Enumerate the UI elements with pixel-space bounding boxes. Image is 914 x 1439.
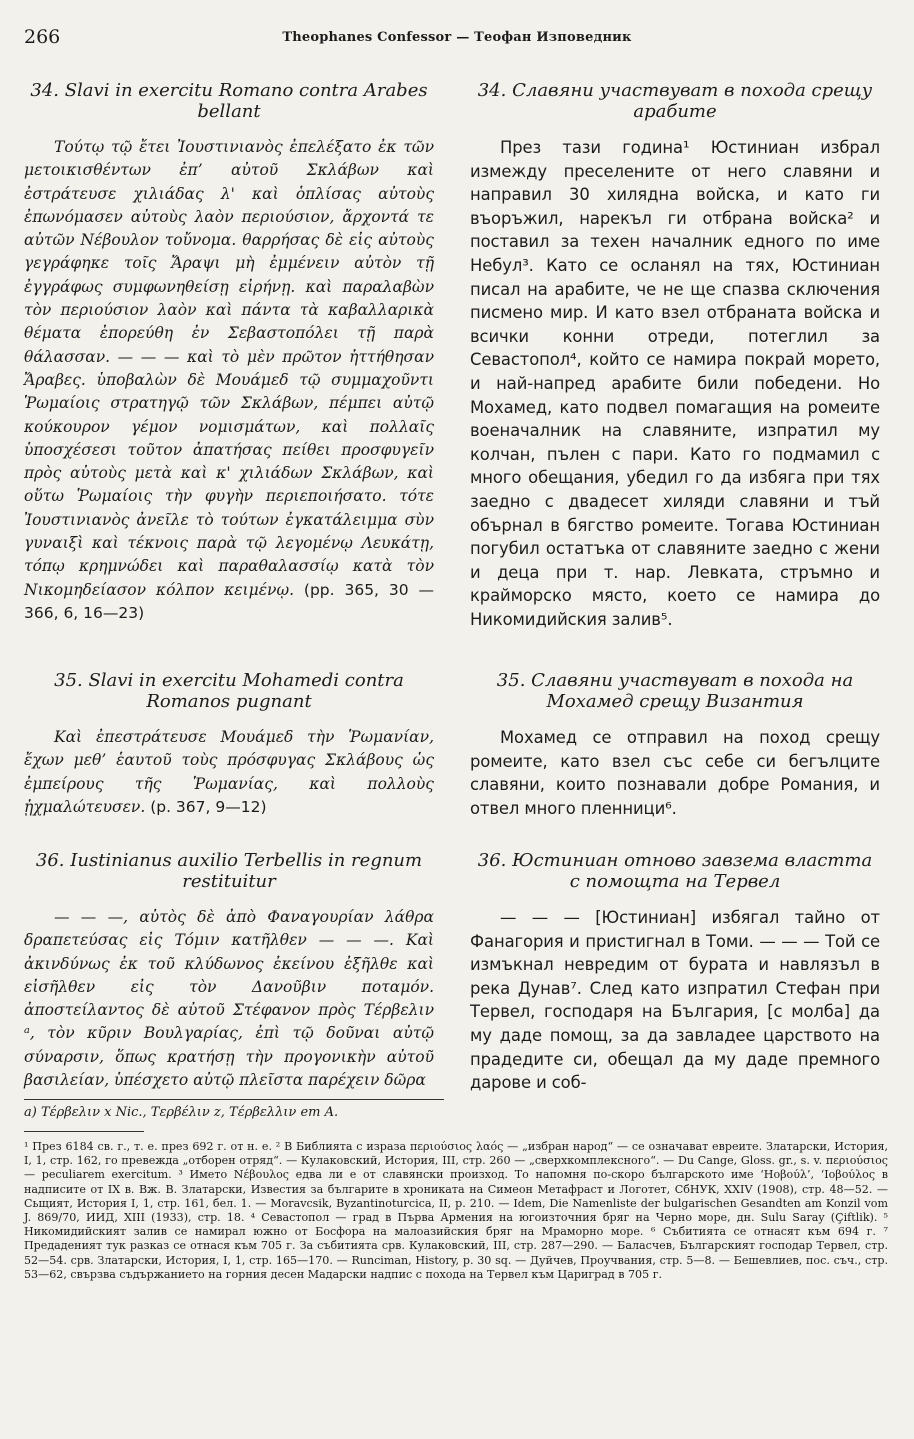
bulgarian-text: — — — [Юстиниан] избягал тайно от Фанагория и пристигнал в Томи. — — — Той се измъкнал невредим от бурата и навлязъл в река Дунав⁷. След като изпратил Стефан при Тервел, господаря на България, [с молба] да му даде помощ, за да завладее царството на прадедите си, обещал да му даде премного дарове и соб-	[470, 908, 880, 1093]
critical-apparatus: а) Τέρβελιν x Nic., Τερβέλιν z, Τέρβελλιν em A.	[24, 1105, 339, 1120]
section-heading-bulgarian: 34. Славяни участвуват в похода срещу арабите	[477, 80, 873, 122]
footnote-rule	[24, 1131, 144, 1132]
greek-passage: Τούτῳ τῷ ἔτει Ἰουστινιανὸς ἐπελέξατο ἐκ τῶν μετοικισθέντων ἐπ’ αὐτοῦ Σκλάβων καὶ ἐστράτευσε χιλιάδας λ' καὶ ὁπλίσας αὐτοὺς ἐπωνόμασεν αὐτοὺς λαὸν περιούσιον, ἄρχοντά τε αὐτῶν Νέβουλον τοὔνομα. θαρρήσας δὲ εἰς αὐτοὺς γεγράφηκε τοῖς Ἄραψι μὴ ἐμμένειν αὐτὸν τῇ ἐγγράφως συμφωνηθείσῃ εἰρήνῃ. καὶ παραλαβὼν τὸν περιούσιον λαὸν καὶ πάντα τὰ καβαλλαρικὰ θέματα ἐπορεύθη ἐν Σεβαστοπόλει τῇ παρὰ θάλασσαν. — — — καὶ τὸ μὲν πρῶτον ἡττήθησαν Ἄραβες. ὑποβαλὼν δὲ Μουάμεδ τῷ συμμαχοῦντι Ῥωμαίοις στρατηγῷ τῶν Σκλάβων, πέμπει αὐτῷ κούκουρον γέμον νομισμάτων, καὶ πολλαῖς ὑποσχέσεσι τοῦτον ἀπατήσας πείθει προσφυγεῖν πρὸς αὐτοὺς μετὰ καὶ κ' χιλιάδων Σκλάβων, καὶ οὕτω Ῥωμαίοις τὴν φυγὴν περιεποιήσατο. τότε Ἰουστινιανὸς ἀνεῖλε τὸ τούτων ἐγκατάλειμμα σὺν γυναιξὶ καὶ τέκνοις παρὰ τῷ λεγομένῳ Λευκάτῃ, τόπῳ κρημνώδει καὶ παραθαλασσίῳ κατὰ τὸν Νικομηδείασον κόλπον κειμένῳ.	[24, 138, 434, 599]
section-36-greek	[24, 850, 434, 1092]
bulgarian-text: През тази година¹ Юстиниан избрал измежду преселените от него славяни и направил 30 хилядна войска, и като ги въоръжил, нарекъл ги отбрана войска² и поставил за техен началник едного по име Небул³. Като се осланял на тях, Юстиниан писал на арабите, че не ще спазва сключения писмено мир. И като взел отбраната войска и всички конни отреди, потеглил за Севастопол⁴, който се намира покрай морето, и най-напред арабите били победени. Но Мохамед, като подвел помагащия на ромеите военачалник на славяните, изпратил му колчан, пълен с пари. Като го подмамил с много обещания, убедил го да избяга при тях заедно с двадесет хиляди славяни и тъй обърнал в бягство ромеите. Тогава Юстиниан погубил остатъка от славяните заедно с жени и деца при т. нар. Левката, стръмно и крайморско място, което се намира до Никомидийския залив⁵.	[470, 138, 880, 629]
section-34-bulgarian	[470, 80, 880, 631]
section-35-greek	[24, 670, 434, 819]
running-head: Theophanes Confessor — Теофан Изповедник	[282, 30, 632, 45]
section-34-greek	[24, 80, 434, 625]
greek-text	[24, 726, 434, 819]
apparatus-rule	[24, 1099, 444, 1100]
bulgarian-text: Мохамед се отправил на поход срещу ромеите, като взел със себе си бегълците славяни, които познавали добре Романия, и отвел много пленници⁶.	[470, 728, 880, 818]
section-36-bulgarian	[470, 850, 880, 1095]
source-reference: (p. 367, 9—12)	[150, 797, 267, 816]
section-heading-latin: 35. Slavi in exercitu Mohamedi contra Romanos pugnant	[54, 670, 404, 712]
section-heading-latin: 34. Slavi in exercitu Romano contra Arabes bellant	[30, 80, 428, 122]
section-heading-latin: 36. Iustinianus auxilio Terbellis in regnum restituitur	[35, 850, 423, 892]
greek-text: — — —, αὐτὸς δὲ ἀπὸ Φαναγουρίαν λάθρα δραπετεύσας εἰς Τόμιν κατῆλθεν — — —. Καὶ ἀκινδύνως ἐκ τοῦ κλύδωνος ἐκείνου ἐξῆλθε καὶ εἰσῆλθεν εἰς τὸν Δανοῦβιν ποταμόν. ἀποστείλαντος δὲ αὐτοῦ Στέφανον πρὸς Τέρβελιν ᵃ, τὸν κῦριν Βουλγαρίας, ἐπὶ τῷ δοῦναι αὐτῷ σύναρσιν, ὅπως κρατήσῃ τὴν προγονικὴν αὐτοῦ βασιλείαν, ὑπέσχετο αὐτῷ πλεῖστα παρέχειν δῶρα	[24, 908, 434, 1090]
greek-text	[24, 136, 434, 625]
source-reference: (pp. 365, 30 — 366, 6, 16—23)	[24, 580, 434, 622]
footnotes: ¹ През 6184 св. г., т. е. през 692 г. от н. е. ² В Библията с израза περιούσιος λαός — „избрaн народ“ — се означават евреите. Златарски, История, I, 1, стр. 162, го превежда „отборен отряд“. — Кулаковский, История, III, стр. 260 — „сверхкомплексного“. — Du Cange, Gloss. gr., s. v. περιούσιος — peculiarem exercitum. ³ Името Νέβουλος едва ли е от славянски произход. То напомня по-скоро българското име ‘Ноβούλ’, ‘Iοβούλος в надписите от IX в. Вж. В. Златарски, Известия за българите в хрониката на Симеон Метафраст и Логотет, СбНУК, XXIV (1908), стр. 48—52. — Сьщият, История I, 1, стр. 161, бел. 1. — Moravcsik, Byzantinoturcica, II, p. 210. — Idem, Die Namenliste der bulgarischen Gesandten am Konzil vom J. 869/70, ИИД, XIII (1933), стр. 18. ⁴ Севастопол — град в Първа Армения на югоизточния бряг на Черно море, дн. Sulu Saray (Çiftlik). ⁵ Никомидийският залив се намирал южно от Босфора на малоазийския бряг на Мраморно море. ⁶ Събитията се отнасят към 694 г. ⁷ Предаденият тук разказ се отнася към 705 г. За събитията срв. Кулаковский, III, стр. 287—290. — Баласчев, Българският господар Тервел, стр. 52—54. срв. Златарски, История, I, 1, стр. 165—170. — Runciman, History, p. 30 sq. — Дуйчев, Проучвания, стр. 5—8. — Бешевлиев, пос. съч., стр. 53—62, свързва съдържанието на горния десен Мадарски надпис с похода на Тервел към Цариград в 705 г.	[24, 1140, 888, 1281]
section-heading-bulgarian: 36. Юстиниан отново завзема властта с помощта на Тервел	[477, 850, 873, 892]
greek-passage: Καὶ ἐπεστράτευσε Μουάμεδ τὴν Ῥωμανίαν, ἔχων μεθ’ ἑαυτοῦ τοὺς πρόσφυγας Σκλάβους ὡς ἐμπείρους τῆς Ῥωμανίας, καὶ πολλοὺς ᾐχμαλώτευσεν.	[24, 728, 434, 816]
section-35-bulgarian	[470, 670, 880, 820]
section-heading-bulgarian: 35. Славяни участвуват в похода на Мохамед срещу Византия	[496, 670, 854, 712]
page-number: 266	[24, 26, 61, 48]
